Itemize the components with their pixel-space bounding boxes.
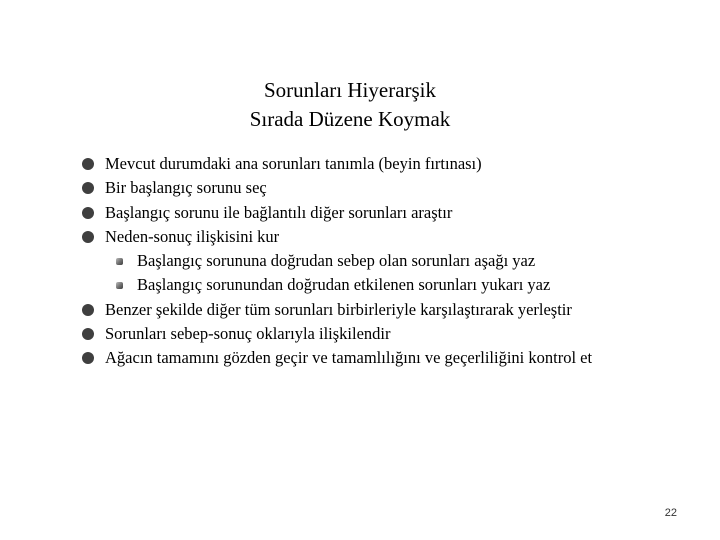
bullet-text: Sorunları sebep-sonuç oklarıyla ilişkilendir (105, 324, 391, 344)
title-line-1: Sorunları Hiyerarşik (263, 78, 437, 102)
bullet-dot-icon (82, 304, 94, 316)
list-item (82, 298, 592, 322)
list-item (82, 225, 592, 249)
sub-list-item (82, 273, 592, 297)
list-item (82, 322, 592, 346)
list-item (82, 176, 592, 200)
bullet-text: Neden-sonuç ilişkisini kur (105, 226, 280, 246)
slide-title (0, 76, 720, 134)
bullet-dot-icon (82, 207, 94, 219)
list-item (82, 152, 592, 176)
bullet-text: Bir başlangıç sorunu seç (105, 178, 267, 198)
bullet-dot-icon (82, 352, 94, 364)
sub-list-item (82, 249, 592, 273)
list-item (82, 346, 592, 370)
bullet-text: Ağacın tamamını gözden geçir ve tamamlılığını ve geçerliliğini kontrol et (105, 348, 593, 368)
bullet-dot-icon (82, 182, 94, 194)
sub-bullet-text: Başlangıç sorununa doğrudan sebep olan sorunları aşağı yaz (137, 251, 536, 271)
title-line-2: Sırada Düzene Koymak (249, 107, 451, 131)
bullet-text: Başlangıç sorunu ile bağlantılı diğer sorunları araştır (105, 202, 453, 222)
bullet-dot-icon (82, 158, 94, 170)
bullet-dot-icon (82, 328, 94, 340)
page-number: 22 (664, 507, 677, 519)
bullet-dot-icon (82, 231, 94, 243)
sub-bullet-text: Başlangıç sorunundan doğrudan etkilenen sorunları yukarı yaz (137, 275, 551, 295)
bullet-list (82, 152, 592, 371)
bullet-text: Mevcut durumdaki ana sorunları tanımla (beyin fırtınası) (105, 154, 482, 173)
sub-bullet-square-icon (116, 258, 123, 265)
sub-bullet-square-icon (116, 282, 123, 289)
list-item (82, 201, 592, 225)
bullet-text: Benzer şekilde diğer tüm sorunları birbirleriyle karşılaştırarak yerleştir (105, 299, 572, 319)
